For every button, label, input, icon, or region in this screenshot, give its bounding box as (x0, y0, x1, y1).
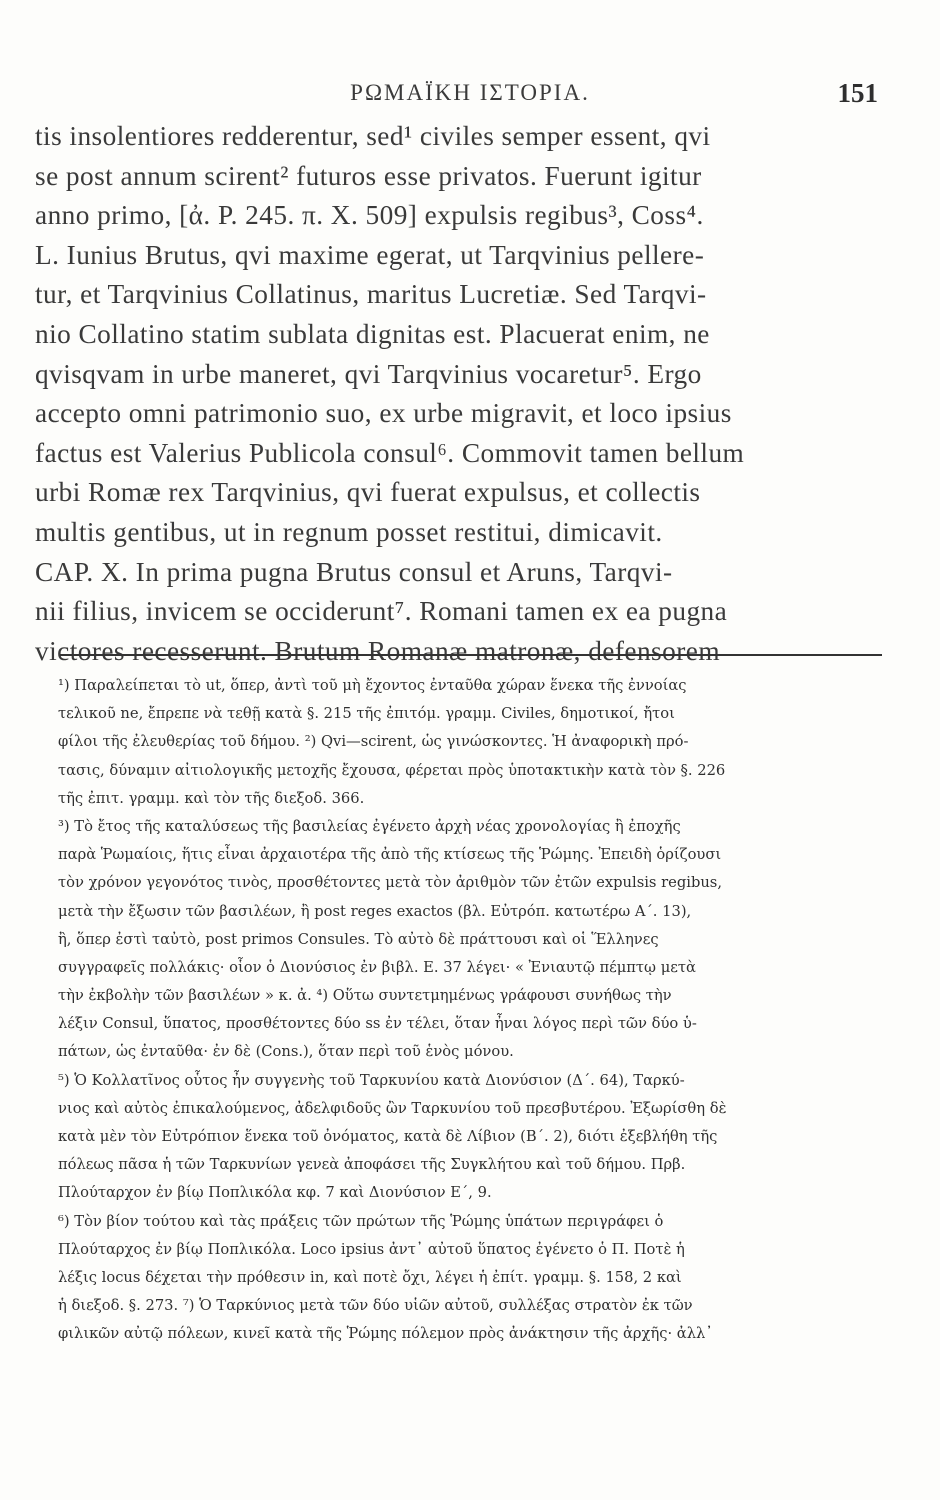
footnote-line: τῆς ἐπιτ. γραμμ. καὶ τὸν τῆς διεξοδ. 366. (58, 789, 365, 807)
footnote-line: νιος καὶ αὐτὸς ἐπικαλούμενος, ἀδελφιδοῦς ὢν Ταρκυνίου τοῦ πρεσβυτέρου. Ἐξωρίσθη δὲ (58, 1099, 727, 1117)
footnote-line: ⁵) Ὁ Κολλατῖνος οὗτος ἦν συγγενὴς τοῦ Ταρκυνίου κατὰ Διονύσιον (Δ΄. 64), Ταρκύ- (58, 1071, 685, 1089)
footnote-line: φιλικῶν αὐτῷ πόλεων, κινεῖ κατὰ τῆς Ῥώμης πόλεμον πρὸς ἀνάκτησιν τῆς ἀρχῆς· ἀλλ᾽ (58, 1325, 713, 1343)
running-title: ΡΩΜΑΪΚΗ ΙΣΤΟΡΙΑ. (350, 80, 590, 105)
footnote-line: τὴν ἐκβολὴν τῶν βασιλέων » κ. ἀ. ⁴) Οὕτω συντετμημένως γράφουσι συνήθως τὴν (58, 987, 672, 1005)
footnote-line: λέξιν Consul, ὕπατος, προσθέτοντες δύο ss ἐν τέλει, ὅταν ἦναι λόγος περὶ τῶν δύο ὑ- (58, 1015, 697, 1033)
footnote-line: πόλεως πᾶσα ἡ τῶν Ταρκυνίων γενεὰ ἀποφάσει τῆς Συγκλήτου καὶ τοῦ δήμου. Πρβ. (58, 1156, 686, 1174)
text-line: urbi Romæ rex Tarqvinius, qvi fuerat expulsus, et collectis (35, 477, 701, 508)
text-line: multis gentibus, ut in regnum posset restitui, dimicavit. (35, 516, 663, 547)
main-text-block (35, 117, 915, 671)
text-line: tis insolentiores redderentur, sed¹ civiles semper essent, qvi (35, 121, 711, 151)
footnote-line: φίλοι τῆς ἐλευθερίας τοῦ δήμου. ²) Qvi—scirent, ὡς γινώσκοντες. Ἡ ἀναφορικὴ πρό- (58, 733, 689, 751)
footnote-divider (60, 654, 882, 656)
footnote-line: ⁶) Τὸν βίον τούτου καὶ τὰς πράξεις τῶν πρώτων τῆς Ῥώμης ὑπάτων περιγράφει ὁ (58, 1212, 664, 1230)
page-header (0, 80, 940, 116)
text-line: factus est Valerius Publicola consul⁶. Commovit tamen bellum (35, 437, 745, 468)
footnote-line: ἡ διεξοδ. §. 273. ⁷) Ὁ Ταρκύνιος μετὰ τῶν δύο υἱῶν αὐτοῦ, συλλέξας στρατὸν ἐκ τῶν (58, 1297, 693, 1315)
text-line: qvisqvam in urbe maneret, qvi Tarqvinius vocaretur⁵. Ergo (35, 358, 702, 389)
text-line: CAP. X. In prima pugna Brutus consul et Aruns, Tarqvi- (35, 556, 673, 587)
text-line: tur, et Tarqvinius Collatinus, maritus Lucretiæ. Sed Tarqvi- (35, 279, 707, 310)
text-line: nio Collatino statim sublata dignitas est. Placuerat enim, ne (35, 318, 710, 349)
footnote-line: ¹) Παραλείπεται τὸ ut, ὅπερ, ἀντὶ τοῦ μὴ ἔχοντος ἐνταῦθα χώραν ἕνεκα τῆς ἐννοίας (58, 677, 687, 694)
footnote-line: ³) Τὸ ἔτος τῆς καταλύσεως τῆς βασιλείας ἐγένετο ἀρχὴ νέας χρονολογίας ἢ ἐποχῆς (58, 817, 681, 835)
footnote-line: λέξις locus δέχεται τὴν πρόθεσιν in, καὶ ποτὲ ὄχι, λέγει ἡ ἐπίτ. γραμμ. §. 158, 2 καὶ (58, 1268, 682, 1286)
text-line: accepto omni patrimonio suo, ex urbe migravit, et loco ipsius (35, 398, 732, 429)
footnote-line: τελικοῦ ne, ἔπρεπε νὰ τεθῇ κατὰ §. 215 τῆς ἐπιτόμ. γραμμ. Civiles, δημοτικοί, ἤτοι (58, 705, 675, 723)
footnote-line: συγγραφεῖς πολλάκις· οἷον ὁ Διονύσιος ἐν βιβλ. Ε. 37 λέγει· « Ἐνιαυτῷ πέμπτῳ μετὰ (58, 958, 696, 976)
footnote-line: παρὰ Ῥωμαίοις, ἥτις εἶναι ἀρχαιοτέρα τῆς ἀπὸ τῆς κτίσεως τῆς Ῥώμης. Ἐπειδὴ ὁρίζουσι (58, 846, 722, 864)
text-line: L. Iunius Brutus, qvi maxime egerat, ut Tarqvinius pellere- (35, 239, 705, 270)
text-line: se post annum scirent² futuros esse privatos. Fuerunt igitur (35, 160, 702, 191)
footnote-line: τὸν χρόνον γεγονότος τινὸς, προσθέτοντες μετὰ τὸν ἀριθμὸν τῶν ἐτῶν expulsis regibus, (58, 874, 723, 892)
footnote-line: πάτων, ὡς ἐνταῦθα· ἐν δὲ (Cons.), ὅταν περὶ τοῦ ἑνὸς μόνου. (58, 1043, 514, 1061)
text-line: nii filius, invicem se occiderunt⁷. Romani tamen ex ea pugna (35, 596, 728, 627)
page-number: 151 (837, 78, 878, 108)
footnote-line: Πλούταρχος ἐν βίῳ Ποπλικόλα. Loco ipsius ἀντ᾽ αὐτοῦ ὕπατος ἐγένετο ὁ Π. Ποτὲ ἡ (58, 1240, 685, 1258)
footnote-line: ἢ, ὅπερ ἐστὶ ταὐτὸ, post primos Consules. Τὸ αὐτὸ δὲ πράττουσι καὶ οἱ Ἕλληνες (58, 930, 659, 948)
footnote-line: κατὰ μὲν τὸν Εὐτρόπιον ἕνεκα τοῦ ὀνόματος, κατὰ δὲ Λίβιον (Β΄. 2), διότι ἐξεβλήθη τῆς (58, 1128, 718, 1145)
footnote-line: Πλούταρχον ἐν βίῳ Ποπλικόλα κφ. 7 καὶ Διονύσιον Ε΄, 9. (58, 1184, 492, 1202)
text-line: victores recesserunt. Brutum Romanæ matronæ, defensorem (35, 635, 721, 666)
footnote-line: τασις, δύναμιν αἰτιολογικῆς μετοχῆς ἔχουσα, φέρεται πρὸς ὑποτακτικὴν κατὰ τὸν §. 226 (58, 761, 726, 779)
text-line: anno primo, [ἀ. Ρ. 245. π. Χ. 509] expulsis regibus³, Coss⁴. (35, 200, 704, 231)
footnotes-block (58, 672, 898, 1349)
footnote-line: μετὰ τὴν ἔξωσιν τῶν βασιλέων, ἢ post reges exactos (βλ. Εὐτρόπ. κατωτέρω Α΄. 13), (58, 902, 692, 920)
